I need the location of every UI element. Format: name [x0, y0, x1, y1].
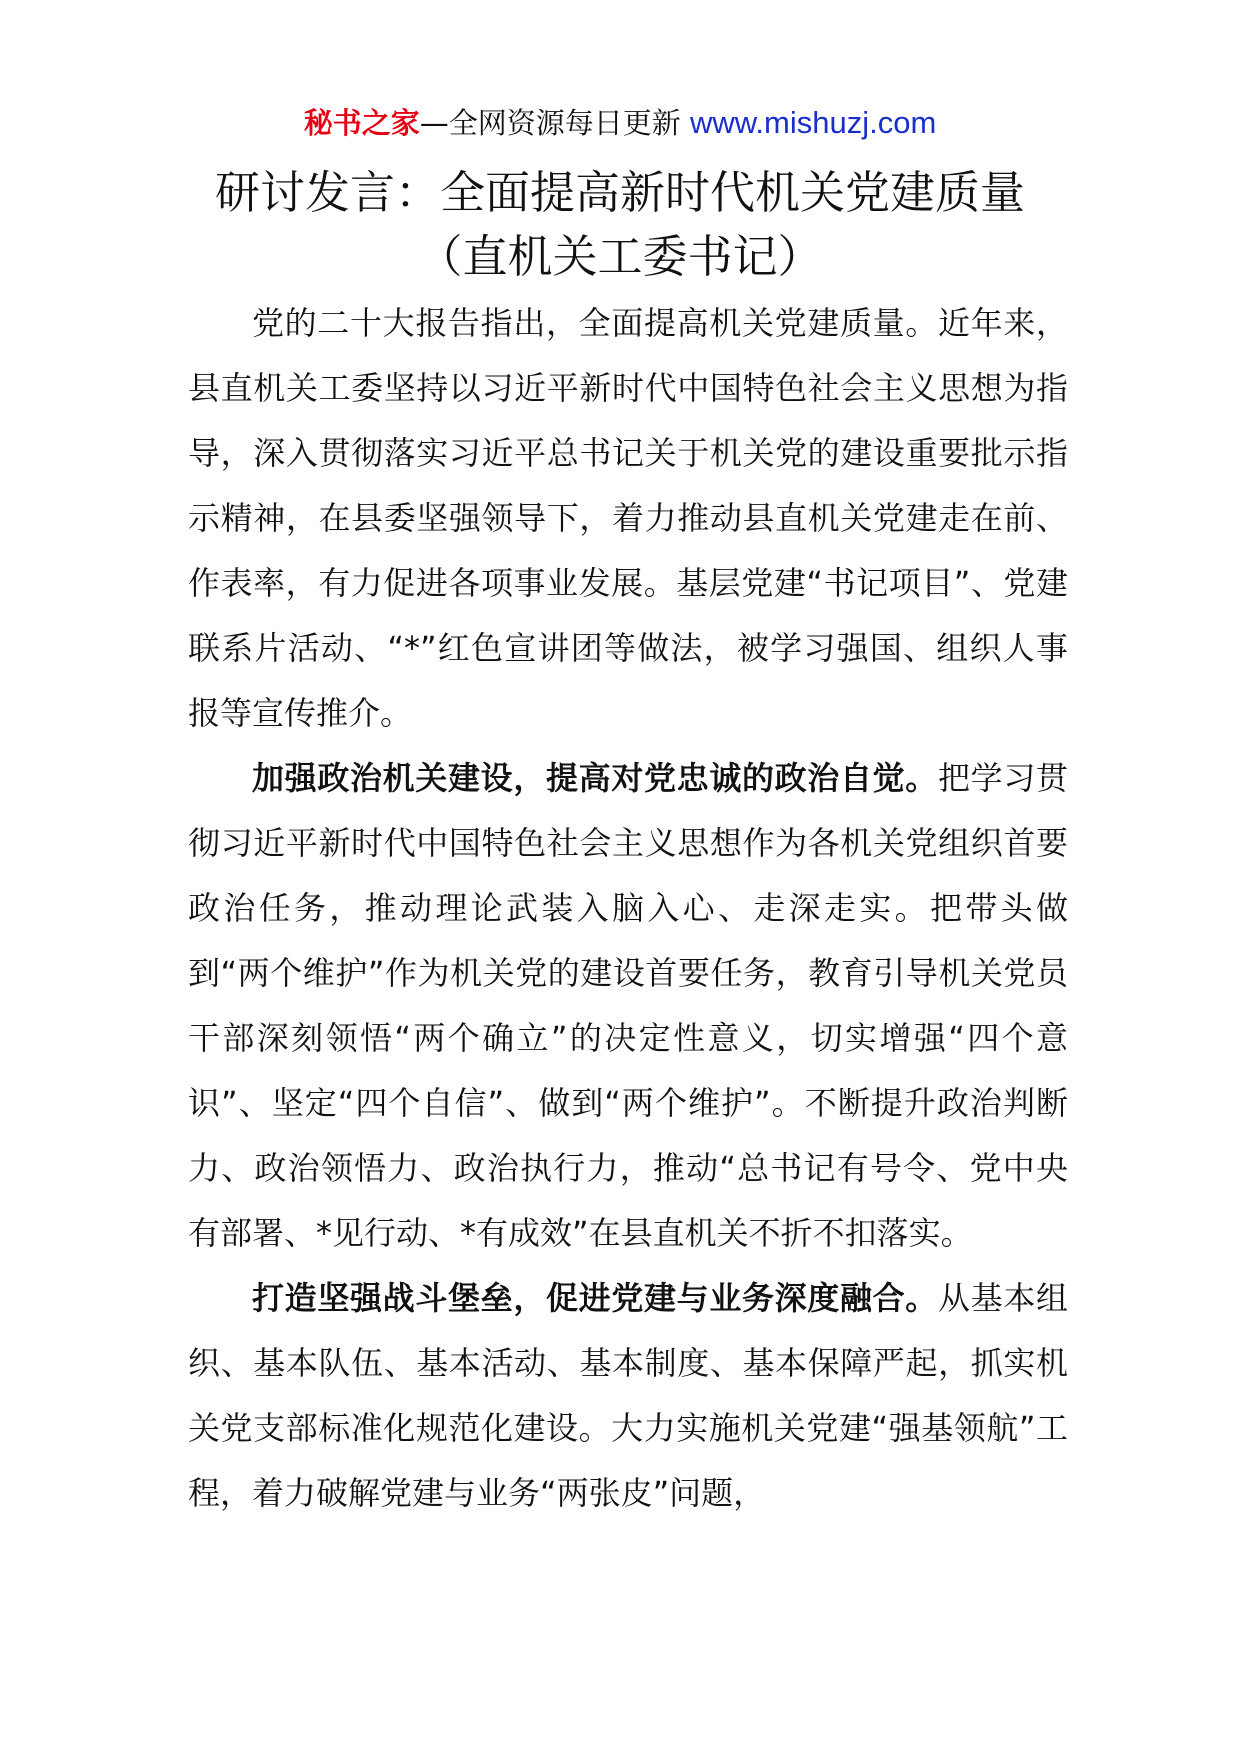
paragraph-text: 把学习贯彻习近平新时代中国特色社会主义思想作为各机关党组织首要政治任务，推动理论武装入脑入心、走深走实。把带头做到“两个维护”作为机关党的建设首要任务，教育引导机关党员干部深刻领悟“两个确立”的决定性意义，切实增强“四个意识”、坚定“四个自信”、做到“两个维护”。不断提升政治判断力、政治领悟力、政治执行力，推动“总书记有号令、党中央有部署、*见行动、*有成效”在县直机关不折不扣落实。 [188, 759, 1068, 1252]
document-title: 研讨发言：全面提高新时代机关党建质量 [214, 166, 1025, 219]
paragraph-text: 党的二十大报告指出，全面提高机关党建质量。近年来，县直机关工委坚持以习近平新时代中国特色社会主义思想为指导，深入贯彻落实习近平总书记关于机关党的建设重要批示指示精神，在县委坚强领导下，着力推动县直机关党建走在前、作表率，有力促进各项事业发展。基层党建“书记项目”、党建联系片活动、“*”红色宣讲团等做法，被学习强国、组织人事报等宣传推介。 [188, 304, 1068, 732]
paragraph-lead: 打造坚强战斗堡垒，促进党建与业务深度融合。 [252, 1279, 938, 1317]
paragraph-intro [188, 291, 1068, 746]
document-body [188, 291, 1068, 1526]
brand-name: 秘书之家 [303, 106, 420, 140]
paragraph-political [188, 746, 1068, 1266]
paragraph-fortress [188, 1266, 1068, 1526]
site-url-link[interactable]: www.mishuzj.com [689, 105, 937, 140]
paragraph-text: 从基本组织、基本队伍、基本活动、基本制度、基本保障严起，抓实机关党支部标准化规范化建设。大力实施机关党建“强基领航”工程，着力破解党建与业务“两张皮”问题， [188, 1279, 1068, 1512]
header-tagline: —全网资源每日更新 [419, 106, 681, 140]
site-header [0, 103, 1240, 143]
document-subtitle: （直机关工委书记） [417, 230, 823, 283]
paragraph-lead: 加强政治机关建设，提高对党忠诚的政治自觉。 [252, 759, 938, 797]
